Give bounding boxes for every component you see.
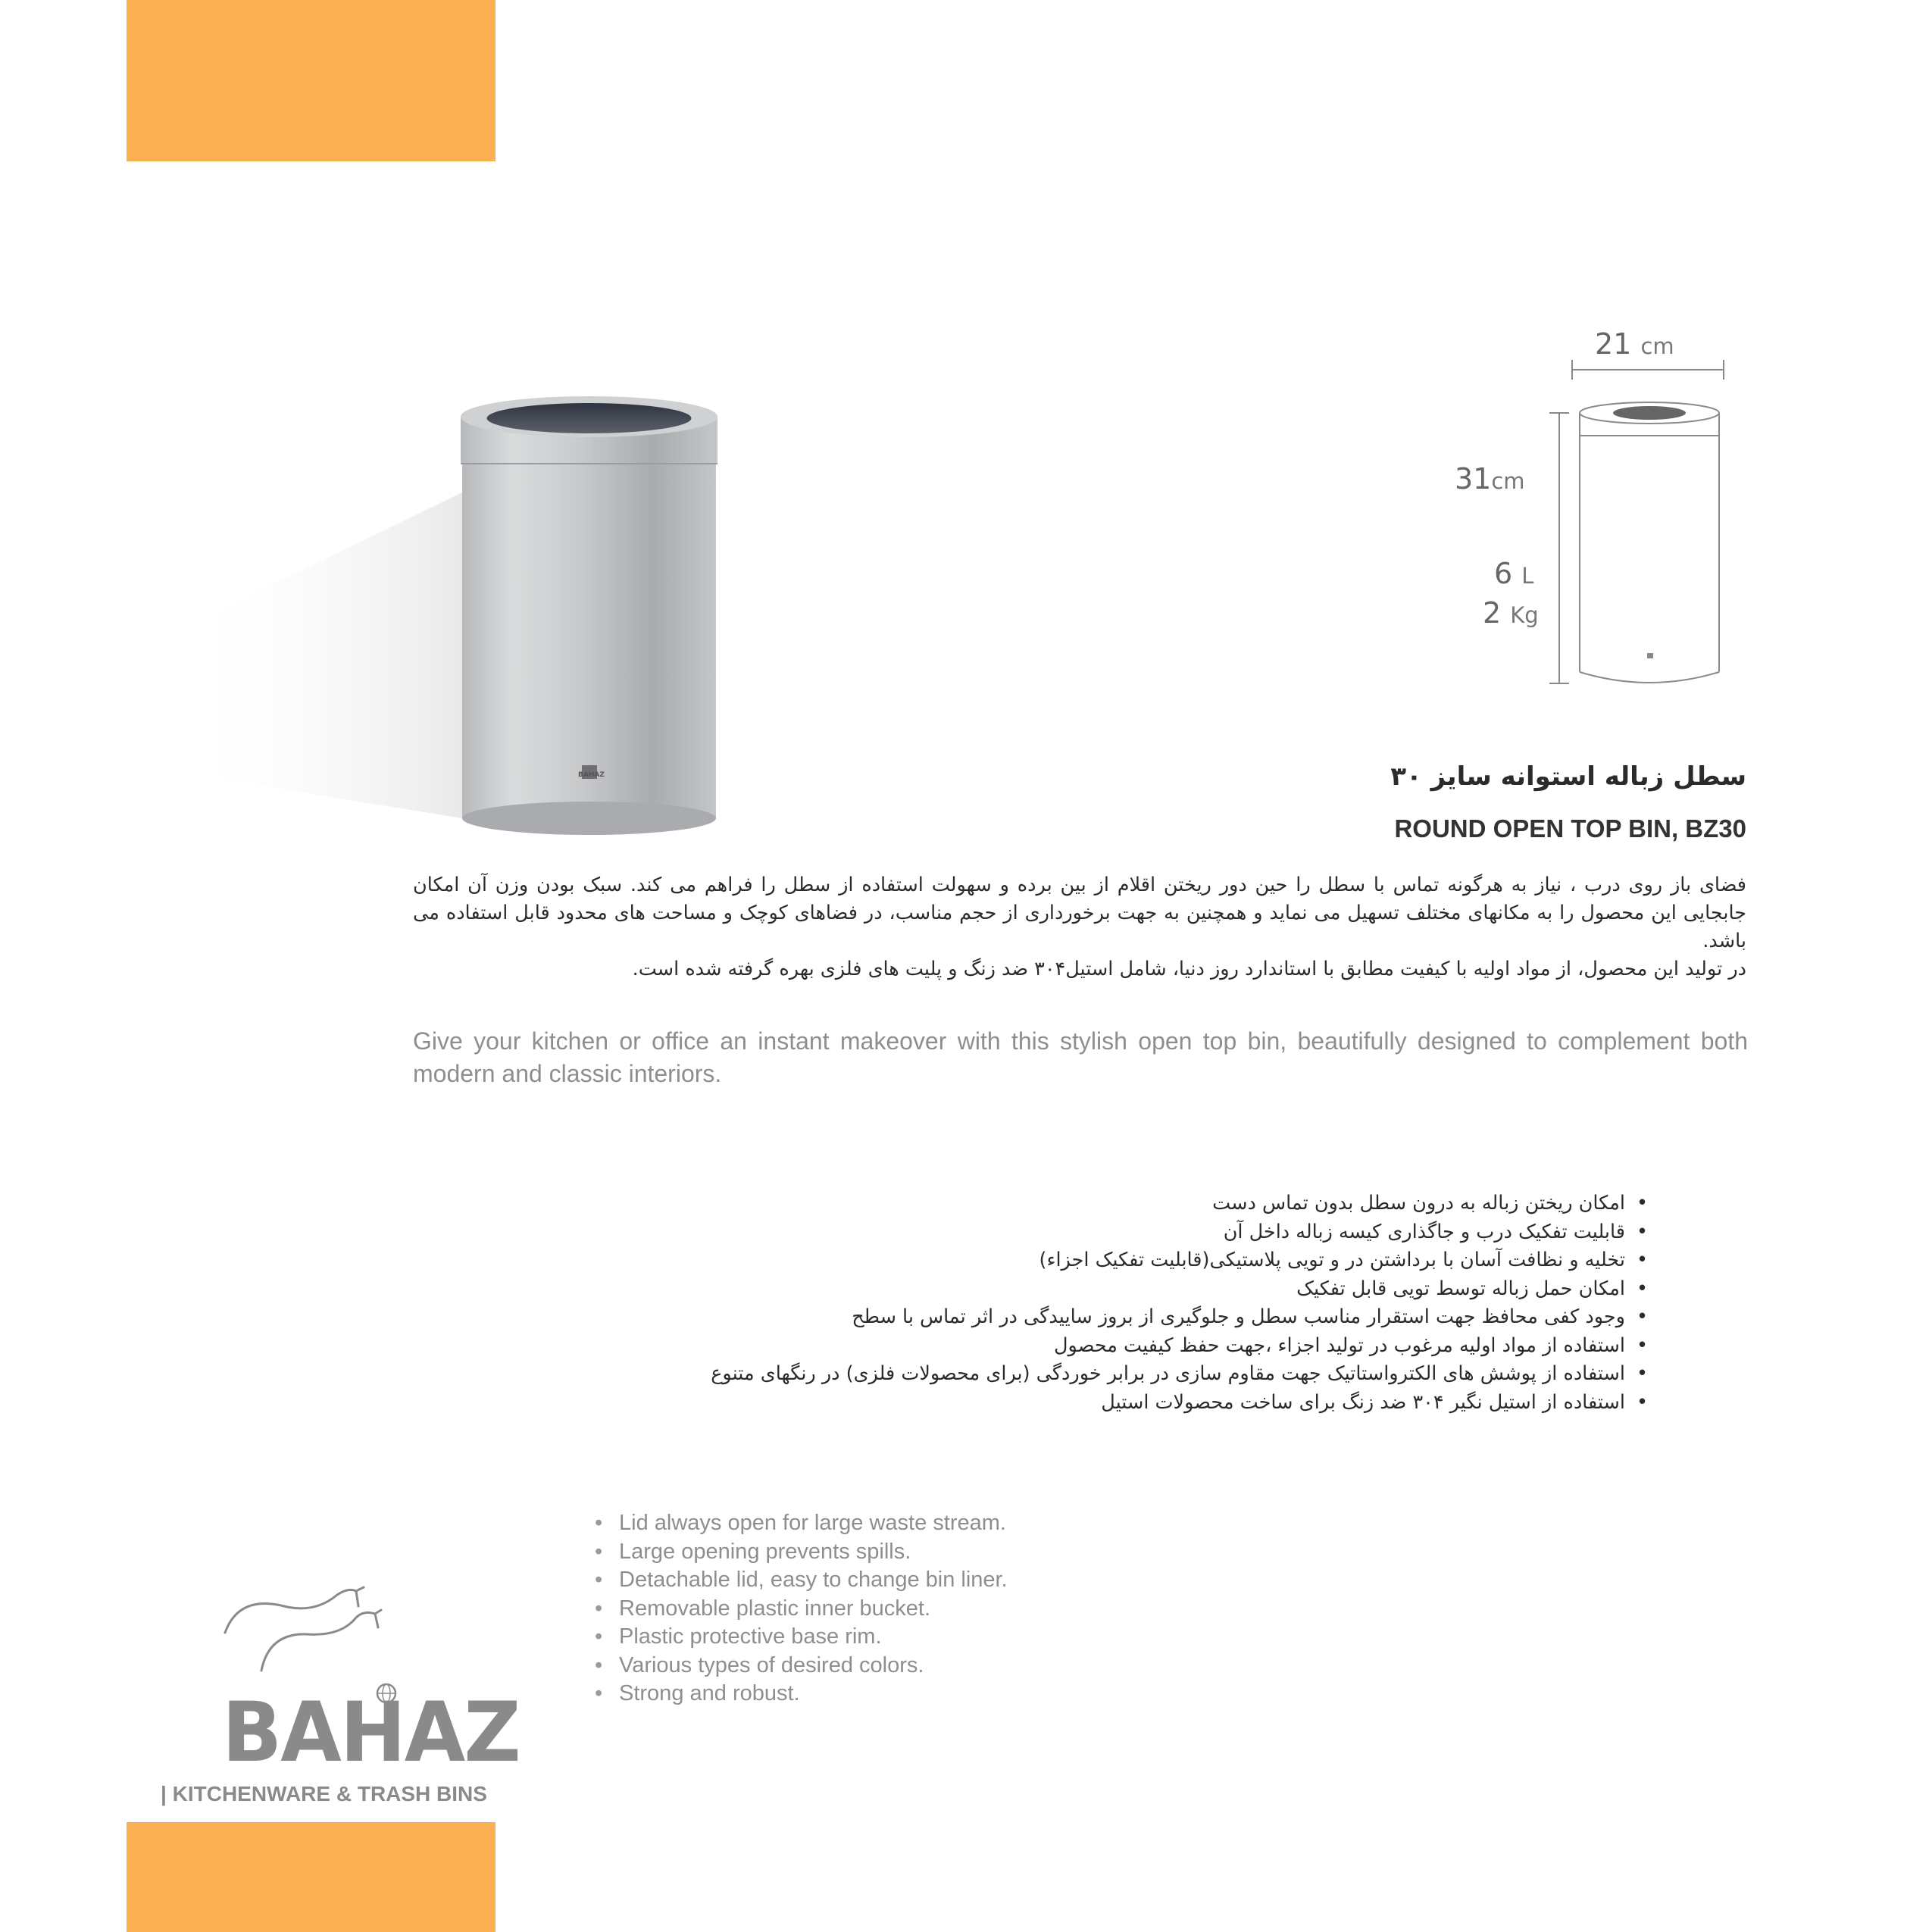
product-title-english: ROUND OPEN TOP BIN, BZ30 — [1394, 814, 1746, 843]
description-persian-paragraph: در تولید این محصول، از مواد اولیه با کیفیت مطابق با استاندارد روز دنیا، شامل استیل۳۰۴ ضد زنگ و پلیت های فلزی بهره گرفته شده است. — [632, 958, 1746, 980]
product-badge: BAHAZ — [578, 771, 605, 779]
feature-item-english: • Various types of desired colors. — [595, 1652, 1008, 1680]
feature-item-english: • Large opening prevents spills. — [595, 1538, 1008, 1567]
volume-unit: L — [1521, 563, 1534, 589]
height-dimension — [1455, 462, 1525, 496]
height-unit: cm — [1491, 468, 1525, 494]
feature-item-english: • Lid always open for large waste stream. — [595, 1509, 1008, 1538]
weight-value: 2 — [1483, 596, 1502, 630]
features-list-persian — [413, 1190, 1625, 1417]
feature-item-english: • Plastic protective base rim. — [595, 1623, 1008, 1652]
weight-spec — [1483, 596, 1539, 630]
volume-spec — [1494, 557, 1533, 590]
description-persian — [413, 871, 1746, 983]
width-value: 21 — [1595, 327, 1632, 361]
features-list-english — [595, 1509, 1008, 1708]
feature-item-persian: • تخلیه و نظافت آسان با برداشتن در و تویی پلاستیکی(قابلیت تفکیک اجزاء) — [413, 1246, 1625, 1275]
feature-item-persian: • استفاده از مواد اولیه مرغوب در تولید اجزاء ،جهت حفظ کیفیت محصول — [413, 1332, 1625, 1361]
bin-outline-drawing — [1424, 318, 1743, 712]
top-accent-block — [127, 0, 496, 161]
brand-tagline: | KITCHENWARE & TRASH BINS — [161, 1782, 487, 1805]
feature-item-persian: • امکان حمل زباله توسط تویی قابل تفکیک — [413, 1275, 1625, 1304]
width-dimension — [1595, 327, 1674, 361]
feature-item-english: • Detachable lid, easy to change bin liner. — [595, 1566, 1008, 1595]
feature-item-persian: • امکان ریختن زباله به درون سطل بدون تماس دست — [413, 1190, 1625, 1218]
feature-item-persian: • قابلیت تفکیک درب و جاگذاری کیسه زباله داخل آن — [413, 1218, 1625, 1247]
feature-item-persian: • وجود کفی محافظ جهت استقرار مناسب سطل و جلوگیری از بروز ساییدگی در اثر تماس با سطح — [413, 1303, 1625, 1332]
height-value: 31 — [1455, 462, 1492, 496]
product-title-persian: سطل زباله استوانه سایز ۳۰ — [1390, 761, 1746, 792]
dimension-drawing — [1424, 318, 1743, 712]
description-persian-paragraph: فضای باز روی درب ، نیاز به هرگونه تماس با سطل را حین دور ریختن اقلام از بین برده و سهولت استفاده از سطل را فراهم می کند. سبک بودن وزن آن امکان جابجایی این محصول را به مکانهای مختلف تسهیل می نماید و همچنین به جهت برخورداری از حجم مناسب، در فضاهای کوچک و مساحت های محدود قابل استفاده می باشد. — [413, 874, 1746, 952]
feature-item-persian: • استفاده از پوشش های الکترواستاتیک جهت مقاوم سازی در برابر خوردگی (برای محصولات فلزی) در رنگهای متنوع — [413, 1360, 1625, 1389]
feature-item-persian: • استفاده از استیل نگیر ۳۰۴ ضد زنگ برای ساخت محصولات استیل — [413, 1389, 1625, 1418]
feature-item-english: • Removable plastic inner bucket. — [595, 1595, 1008, 1624]
feature-item-english: • Strong and robust. — [595, 1680, 1008, 1708]
bottom-accent-block — [127, 1822, 496, 1932]
volume-value: 6 — [1494, 557, 1513, 590]
description-english: Give your kitchen or office an instant makeover with this stylish open top bin, beautifully designed to complement both modern and classic interiors. — [413, 1027, 1748, 1087]
weight-unit: Kg — [1510, 602, 1539, 628]
product-photo — [174, 394, 750, 849]
width-unit: cm — [1640, 333, 1674, 359]
brand-name: BAHAZ — [222, 1683, 520, 1781]
